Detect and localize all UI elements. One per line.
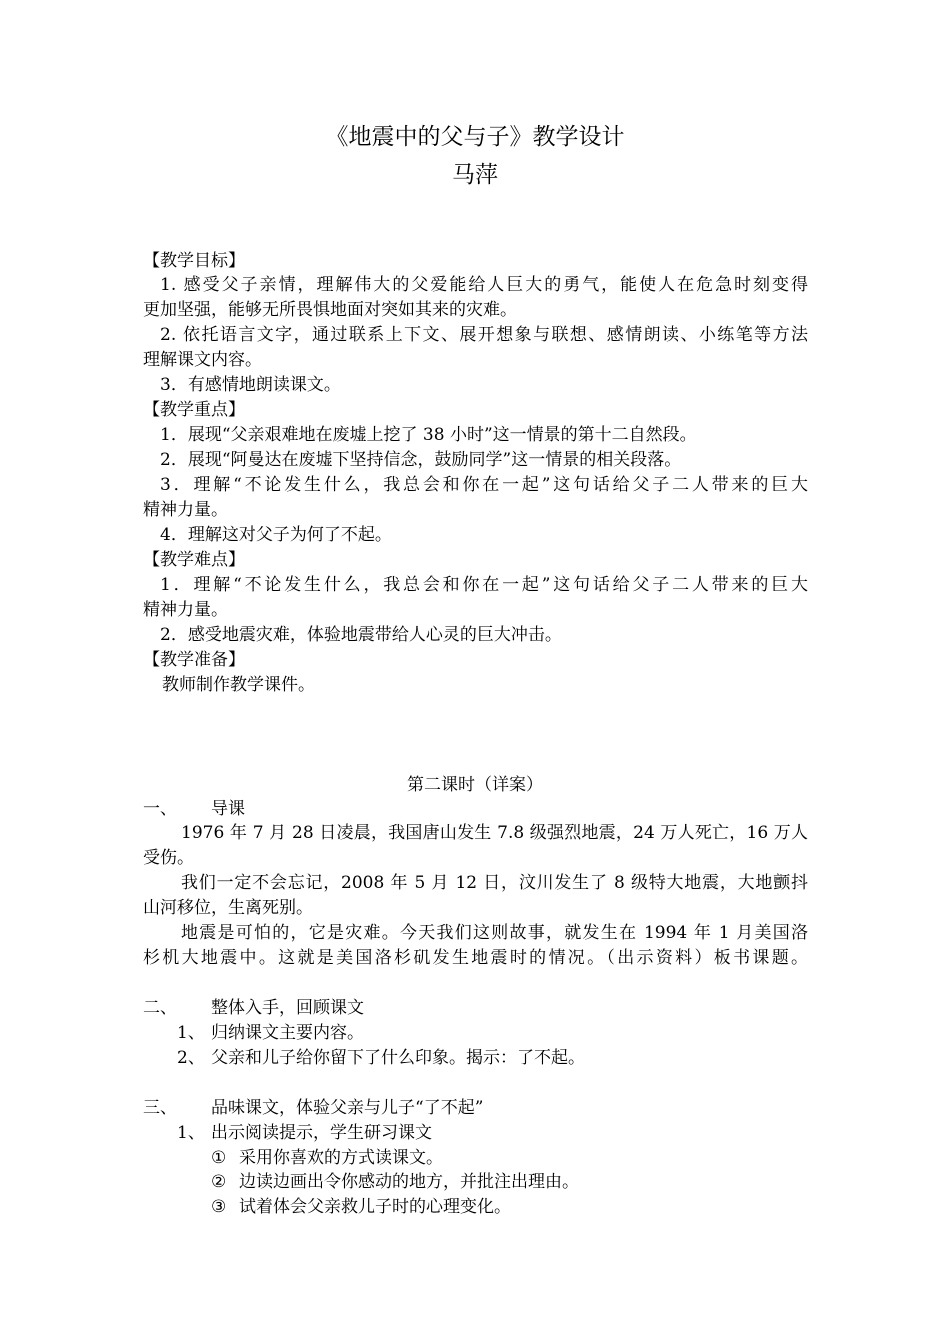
section-1-number: 一、 (143, 799, 177, 819)
section-3-item-1-text: 出示阅读提示，学生研习课文 (211, 1123, 432, 1143)
difficulty-1-line-1: 1．理解“不论发生什么，我总会和你在一起”这句话给父子二人带来的巨大 (160, 575, 808, 595)
key-point-3-line-1: 3．理解“不论发生什么，我总会和你在一起”这句话给父子二人带来的巨大 (160, 475, 808, 495)
goal-1-line-2: 更加坚强，能够无所畏惧地面对突如其来的灾难。 (143, 300, 517, 320)
intro-paragraph-1-line-2: 受伤。 (143, 848, 194, 868)
difficulty-2: 2．感受地震灾难，体验地震带给人心灵的巨大冲击。 (160, 625, 562, 645)
reading-tip-3 (143, 1195, 876, 1219)
section-2-item-1 (143, 1021, 842, 1045)
reading-tip-3-text: 试着体会父亲救儿子时的心理变化。 (239, 1197, 511, 1217)
intro-paragraph-2-line-1: 我们一定不会忘记，2008 年 5 月 12 日，汶川发生了 8 级特大地震，大地颤抖 (181, 873, 808, 893)
difficulties-heading: 【教学难点】 (143, 550, 245, 570)
section-1-heading (143, 797, 808, 821)
reading-tip-3-marker: ③ (211, 1197, 227, 1217)
section-2-item-2 (143, 1046, 842, 1070)
goal-2-line-2: 理解课文内容。 (143, 350, 262, 370)
reading-tip-1 (143, 1146, 876, 1170)
section-2-item-2-number: 2、 (177, 1048, 205, 1068)
section-2-item-1-number: 1、 (177, 1023, 205, 1043)
key-point-2: 2．展现“阿曼达在废墟下坚持信念，鼓励同学”这一情景的相关段落。 (160, 450, 682, 470)
key-points-heading: 【教学重点】 (143, 400, 245, 420)
section-3-number: 三、 (143, 1098, 177, 1118)
goal-3: 3．有感情地朗读课文。 (160, 375, 341, 395)
intro-paragraph-1-line-1: 1976 年 7 月 28 日凌晨，我国唐山发生 7.8 级强烈地震，24 万人死亡，16 万人 (181, 823, 808, 843)
reading-tip-2 (143, 1170, 876, 1194)
intro-paragraph-2-line-2: 山河移位，生离死别。 (143, 898, 313, 918)
key-point-1: 1．展现“父亲艰难地在废墟上挖了 38 小时”这一情景的第十二自然段。 (160, 425, 697, 445)
goal-2-line-1: 2. 依托语言文字，通过联系上下文、展开想象与联想、感情朗读、小练笔等方法 (160, 325, 808, 345)
section-2-item-1-text: 归纳课文主要内容。 (211, 1023, 364, 1043)
author-name: 马萍 (452, 162, 498, 188)
preparation-text: 教师制作教学课件。 (162, 675, 315, 695)
section-2-heading (143, 996, 808, 1020)
key-point-4: 4．理解这对父子为何了不起。 (160, 525, 392, 545)
section-2-number: 二、 (143, 998, 177, 1018)
section-2-item-2-text: 父亲和儿子给你留下了什么印象。揭示：了不起。 (211, 1048, 585, 1068)
reading-tip-2-marker: ② (211, 1172, 227, 1192)
key-point-3-line-2: 精神力量。 (143, 500, 228, 520)
document-title: 《地震中的父与子》教学设计 (325, 124, 625, 150)
preparation-heading: 【教学准备】 (143, 650, 245, 670)
goal-1-line-1: 1. 感受父子亲情，理解伟大的父爱能给人巨大的勇气，能使人在危急时刻变得 (160, 275, 808, 295)
section-2-title: 整体入手，回顾课文 (211, 998, 364, 1018)
goals-heading: 【教学目标】 (143, 251, 245, 271)
section-3-title: 品味课文，体验父亲与儿子“了不起” (211, 1098, 484, 1118)
section-3-item-1-number: 1、 (177, 1123, 205, 1143)
section-1-title: 导课 (211, 799, 245, 819)
section-3-item-1 (143, 1121, 842, 1145)
lesson-heading: 第二课时（详案） (407, 775, 543, 795)
section-3-heading (143, 1096, 808, 1120)
intro-paragraph-3-line-1: 地震是可怕的，它是灾难。今天我们这则故事，就发生在 1994 年 1 月美国洛 (181, 923, 808, 943)
reading-tip-1-text: 采用你喜欢的方式读课文。 (239, 1148, 443, 1168)
intro-paragraph-3-line-2: 杉机大地震中。这就是美国洛杉矶发生地震时的情况。（出示资料）板书课题。 (143, 948, 808, 968)
difficulty-1-line-2: 精神力量。 (143, 600, 228, 620)
reading-tip-1-marker: ① (211, 1148, 227, 1168)
reading-tip-2-text: 边读边画出令你感动的地方，并批注出理由。 (239, 1172, 579, 1192)
